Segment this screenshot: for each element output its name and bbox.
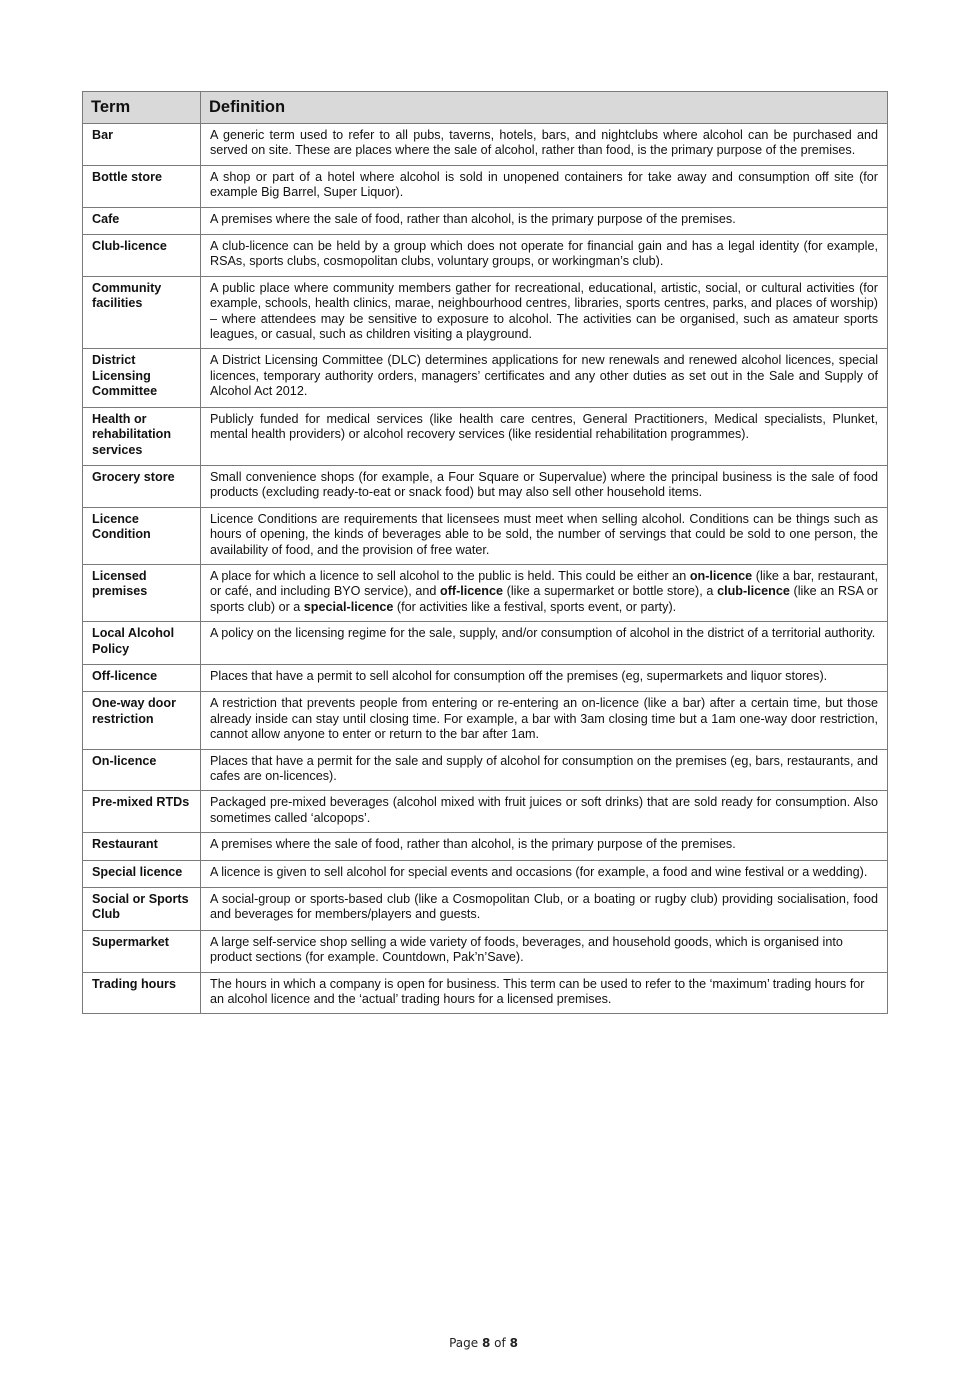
definition-bold-text: on-licence — [689, 568, 753, 583]
definition-text: A premises where the sale of food, rather than alcohol, is the primary purpose of the premises. — [210, 837, 736, 852]
definition-text: (like a bar, restaurant, or café, and including BYO service), and — [210, 568, 878, 599]
of-label: of — [494, 1336, 506, 1350]
glossary-table — [82, 91, 888, 1014]
term-cell: Licence Condition — [83, 507, 201, 564]
definition-cell — [201, 165, 888, 207]
table-row — [83, 972, 888, 1014]
total-pages-number: 8 — [509, 1336, 518, 1350]
table-row — [83, 833, 888, 860]
definition-text: A place for which a licence to sell alcohol to the public is held. This could be either an — [210, 568, 690, 583]
definition-cell — [201, 664, 888, 691]
table-row — [83, 791, 888, 833]
definition-text: A licence is given to sell alcohol for special events and occasions (for example, a food and wine festival or a wedding). — [210, 864, 868, 879]
definition-cell — [201, 888, 888, 931]
definition-bold-text: special-licence — [303, 599, 394, 614]
definition-text: A public place where community members gather for recreational, educational, artistic, social, or cultural activities (for example, schools, health clinics, marae, neighbourhood centres, libraries, sports centres, parks, and places of worship) – where attendees may be sensitive to exposure to alcohol. The activities can be organised, such as amateur sports leagues, or casual, such as children visiting a playground. — [210, 280, 878, 342]
definition-cell — [201, 833, 888, 860]
definition-text: (like an RSA or sports club) or a — [210, 584, 879, 614]
term-cell: Licensed premises — [83, 564, 201, 621]
term-cell: Special licence — [83, 860, 201, 887]
table-header-row — [83, 92, 888, 124]
definition-text: A social-group or sports-based club (like a Cosmopolitan Club, or a boating or rugby club) providing socialisation, food and beverages for members/players and guests. — [210, 892, 878, 922]
definition-text: Places that have a permit for the sale and supply of alcohol for consumption on the premises (eg, bars, restaurants, and cafes are on-licences). — [210, 753, 878, 783]
table-row — [83, 888, 888, 931]
term-cell: District Licensing Committee — [83, 349, 201, 407]
term-cell: Club-licence — [83, 235, 201, 277]
definition-text: A shop or part of a hotel where alcohol is sold in unopened containers for take away and consumption off site (for example Big Barrel, Super Liquor). — [210, 169, 878, 200]
table-row — [83, 207, 888, 234]
definition-cell — [201, 860, 888, 887]
definition-cell — [201, 235, 888, 277]
term-cell: One-way door restriction — [83, 692, 201, 749]
definition-text: A generic term used to refer to all pubs, taverns, hotels, bars, and nightclubs where alcohol can be purchased and served on site. These are places where the sale of alcohol, rather than food, is the primary purpose of the premises. — [210, 128, 878, 158]
table-row — [83, 165, 888, 207]
table-row — [83, 692, 888, 749]
definition-text: Places that have a permit to sell alcohol for consumption off the premises (eg, supermarkets and liquor stores). — [210, 668, 828, 683]
definition-text: A policy on the licensing regime for the sale, supply, and/or consumption of alcohol in the district of a territorial authority. — [210, 626, 876, 641]
definition-cell — [201, 692, 888, 749]
table-row — [83, 465, 888, 507]
table-row — [83, 622, 888, 665]
page-label: Page — [449, 1336, 479, 1350]
header-term: Term — [83, 92, 201, 124]
table-row — [83, 124, 888, 166]
definition-text: A District Licensing Committee (DLC) determines applications for new renewals and renewed alcohol licences, special licences, temporary authority orders, managers’ certificates and any other duties as set out in the Sale and Supply of Alcohol Act 2012. — [210, 353, 878, 399]
page-footer — [0, 1336, 967, 1350]
definition-text: (for activities like a festival, sports event, or party). — [393, 599, 677, 614]
term-cell: Bar — [83, 124, 201, 166]
table-row — [83, 860, 888, 887]
definition-text: Small convenience shops (for example, a Four Square or Supervalue) where the principal business is the sale of food products (excluding ready-to-eat or snack food) but may also sell other household items. — [210, 469, 878, 500]
term-cell: Pre-mixed RTDs — [83, 791, 201, 833]
definition-text: A restriction that prevents people from entering or re-entering an on-licence (like a bar) after a certain time, but those already inside can stay until closing time. For example, a bar with 3am closing time but a 1am one-way door restriction, cannot allow anyone to enter or return to the bar after 1am. — [210, 696, 878, 742]
table-row — [83, 930, 888, 972]
term-cell: Trading hours — [83, 972, 201, 1014]
definition-cell — [201, 749, 888, 791]
table-row — [83, 564, 888, 621]
definition-cell — [201, 276, 888, 349]
term-cell: Grocery store — [83, 465, 201, 507]
definition-text: A large self-service shop selling a wide variety of foods, beverages, and household goods, which is organised into product sections (for example. Countdown, Pak’n’Save). — [210, 934, 843, 965]
definition-cell — [201, 972, 888, 1014]
definition-cell — [201, 407, 888, 465]
definition-cell — [201, 207, 888, 234]
term-cell: Off-licence — [83, 664, 201, 691]
header-definition: Definition — [201, 92, 888, 124]
table-row — [83, 749, 888, 791]
definition-text: Publicly funded for medical services (like health care centres, General Practitioners, Medical specialists, Plunket, mental health providers) or alcohol recovery services (like residential rehabilitation programmes). — [210, 411, 878, 442]
definition-text: Packaged pre-mixed beverages (alcohol mixed with fruit juices or soft drinks) that are sold ready for consumption. Also sometimes called ‘alcopops’. — [210, 795, 878, 825]
definition-cell — [201, 349, 888, 407]
term-cell: Bottle store — [83, 165, 201, 207]
definition-cell — [201, 124, 888, 166]
definition-text: Licence Conditions are requirements that licensees must meet when selling alcohol. Conditions can be things such as hours of opening, the kinds of beverages able to be sold, the number of servings that could be sold to one person, the availability of food, and the provision of free water. — [210, 511, 878, 557]
definition-cell — [201, 564, 888, 621]
term-cell: Supermarket — [83, 930, 201, 972]
table-row — [83, 276, 888, 349]
definition-cell — [201, 465, 888, 507]
current-page-number: 8 — [481, 1336, 491, 1350]
definition-text: A club-licence can be held by a group which does not operate for financial gain and has a legal identity (for example, RSAs, sports clubs, cosmopolitan clubs, voluntary groups, or workingman’s club). — [210, 239, 878, 269]
term-cell: Community facilities — [83, 276, 201, 349]
definition-bold-text: off-licence — [440, 584, 504, 599]
term-cell: Health or rehabilitation services — [83, 407, 201, 465]
term-cell: Social or Sports Club — [83, 888, 201, 931]
definition-cell — [201, 622, 888, 665]
definition-cell — [201, 507, 888, 564]
term-cell: Cafe — [83, 207, 201, 234]
definition-text: A premises where the sale of food, rather than alcohol, is the primary purpose of the premises. — [210, 211, 736, 226]
table-row — [83, 349, 888, 407]
glossary-body — [83, 124, 888, 1014]
table-row — [83, 507, 888, 564]
table-row — [83, 235, 888, 277]
table-row — [83, 664, 888, 691]
definition-text: (like a supermarket or bottle store), a — [503, 584, 718, 599]
table-row — [83, 407, 888, 465]
definition-cell — [201, 791, 888, 833]
term-cell: Local Alcohol Policy — [83, 622, 201, 665]
term-cell: On-licence — [83, 749, 201, 791]
definition-cell — [201, 930, 888, 972]
term-cell: Restaurant — [83, 833, 201, 860]
definition-text: The hours in which a company is open for business. This term can be used to refer to the ‘maximum’ trading hours for an alcohol licence and the ‘actual’ trading hours for a licensed premises. — [210, 976, 865, 1007]
definition-bold-text: club-licence — [717, 584, 790, 599]
